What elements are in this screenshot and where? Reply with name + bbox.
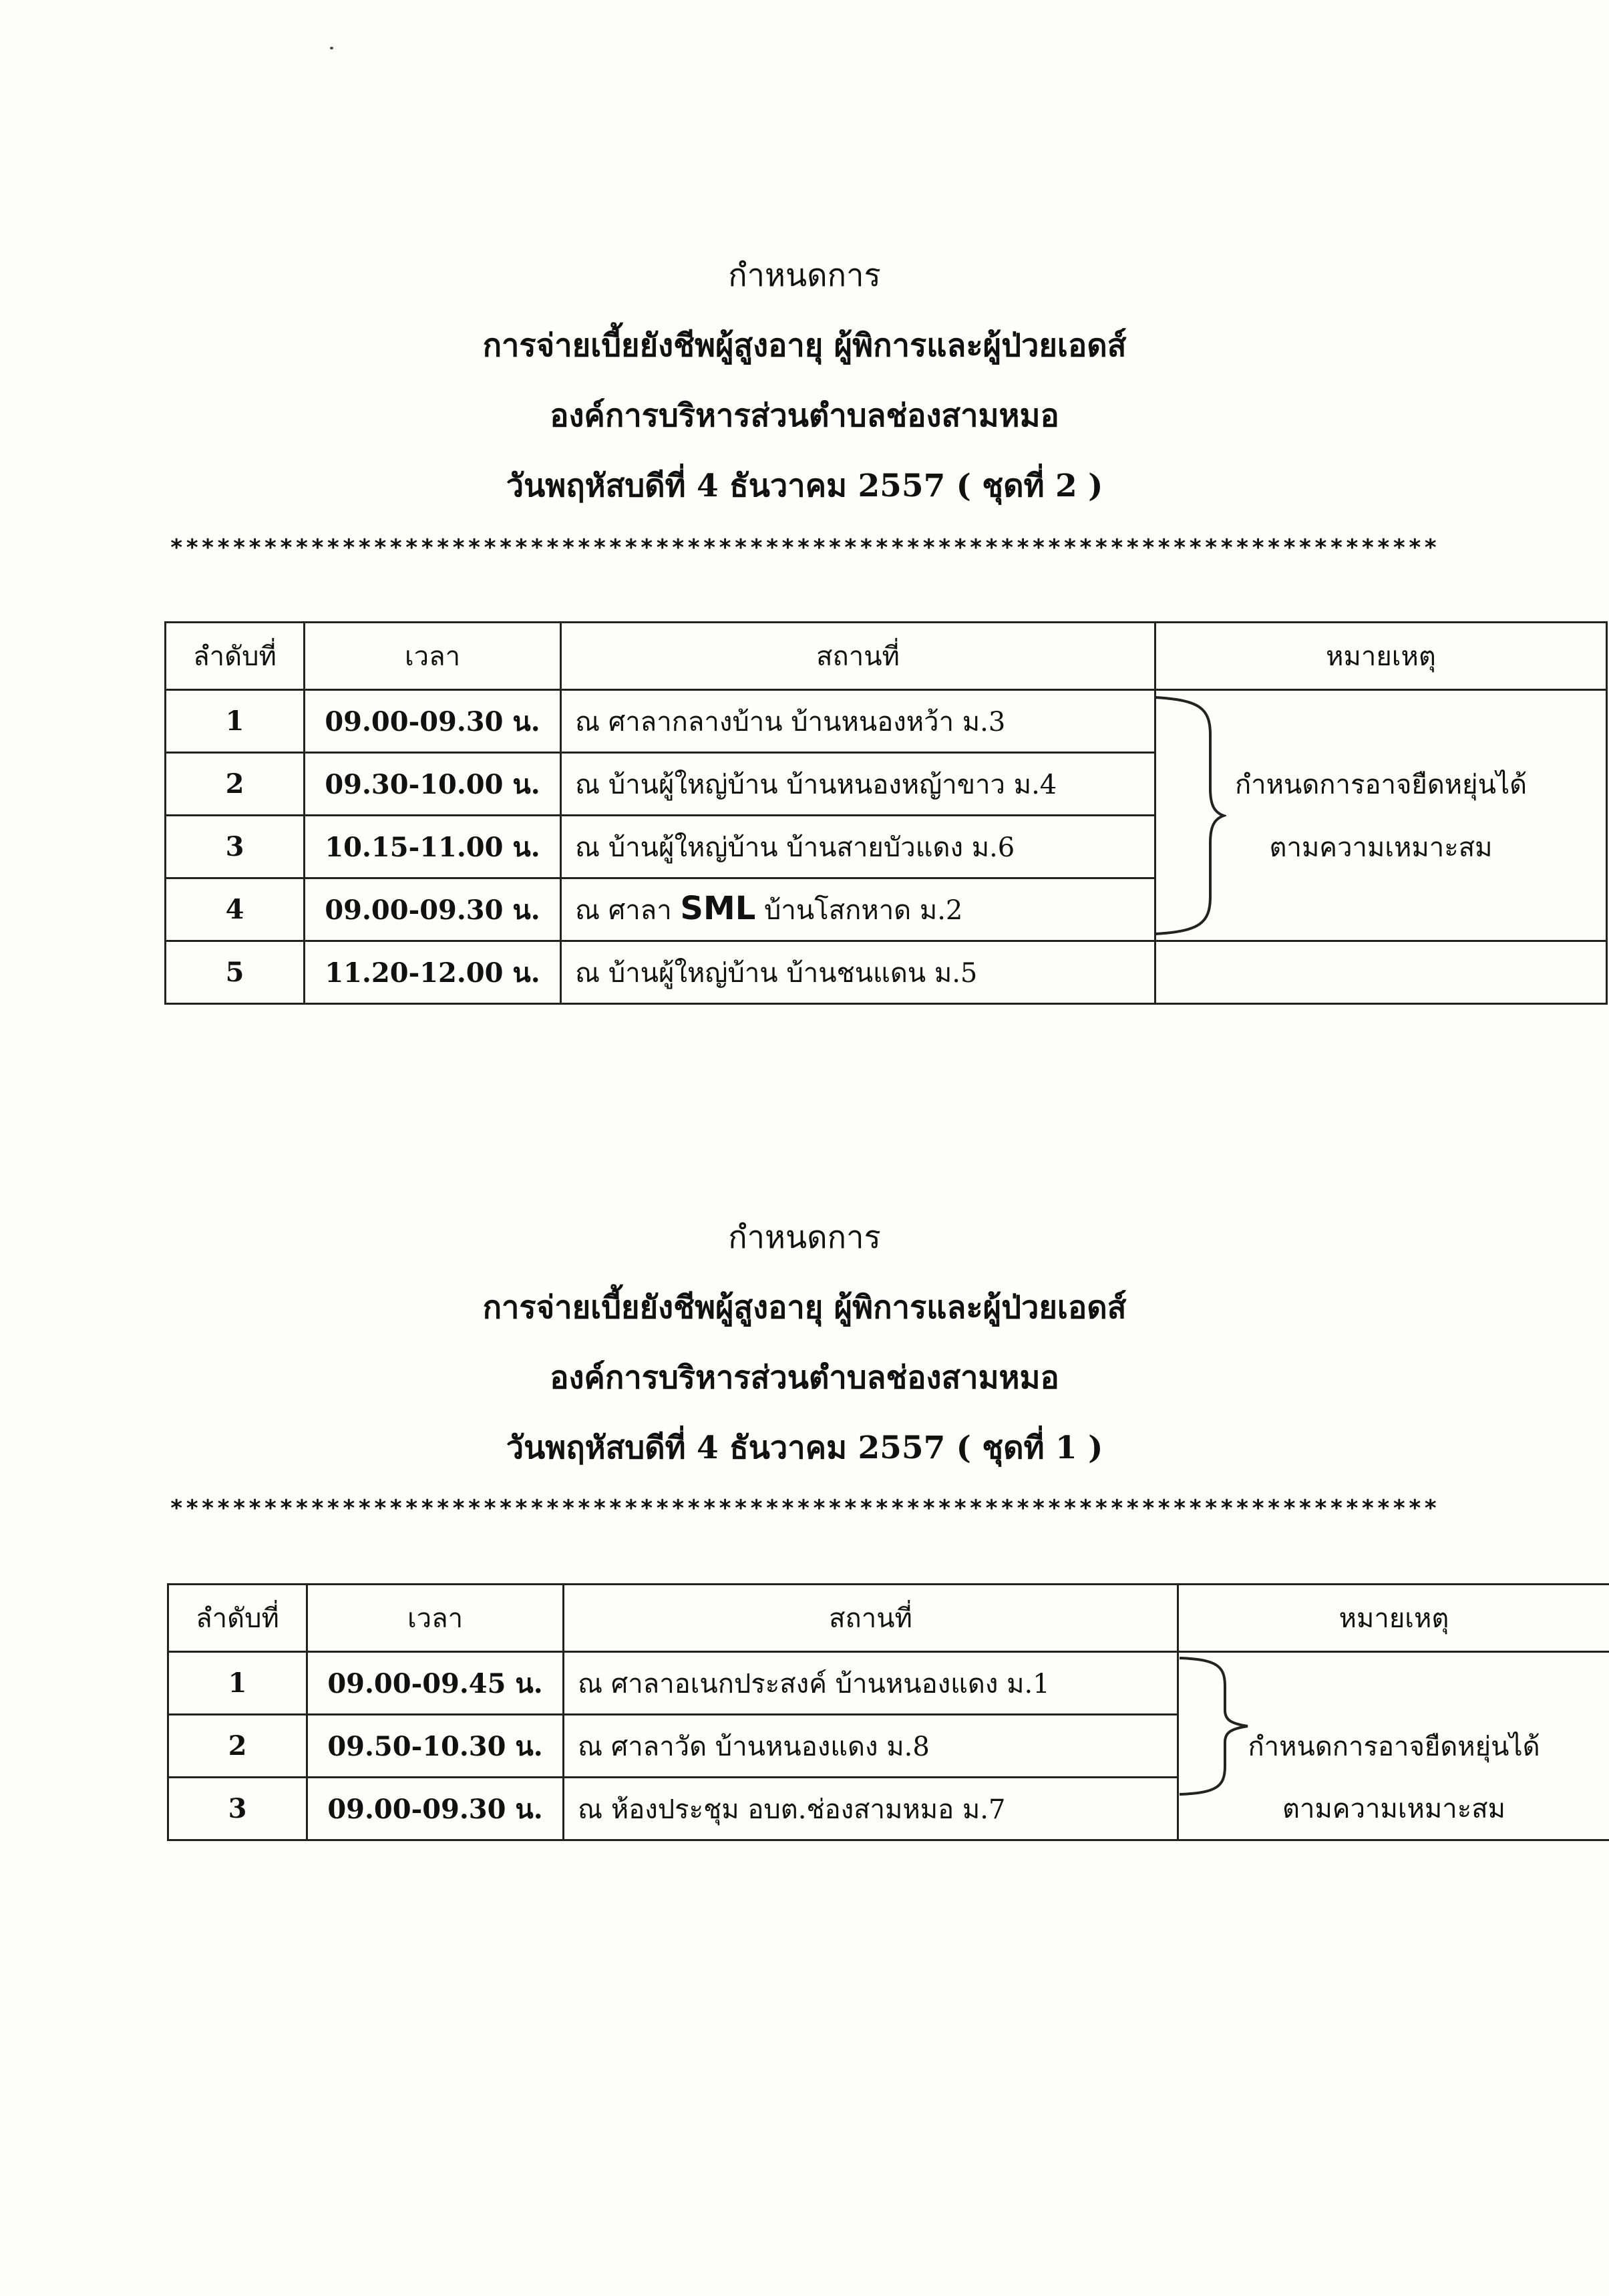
set2-heading-line-4: วันพฤหัสบดีที่ 4 ธันวาคม 2557 ( ชุดที่ 2 ) [506, 468, 1103, 504]
set1-heading [0, 1202, 1609, 1483]
set1-star-divider: ********************************************************************************* [169, 1495, 1440, 1522]
column-header-note: หมายเหตุ [1178, 1585, 1609, 1652]
table-row [168, 1715, 1609, 1778]
row-no: 3 [168, 1778, 307, 1840]
column-header-no: ลำดับที่ [166, 623, 305, 690]
set2-curly-brace-icon [1153, 695, 1226, 937]
set1-heading-line-3: องค์การบริหารส่วนตำบลช่องสามหมอ [550, 1359, 1059, 1396]
row-time: 09.50-10.30 น. [307, 1715, 564, 1778]
set1-heading-line-2: การจ่ายเบี้ยยังชีพผู้สูงอายุ ผู้พิการและผู้ป่วยเอดส์ [482, 1289, 1127, 1326]
row-place: ณ ศาลากลางบ้าน บ้านหนองหว้า ม.3 [561, 690, 1155, 753]
set1-heading-line-4: วันพฤหัสบดีที่ 4 ธันวาคม 2557 ( ชุดที่ 1 ) [506, 1430, 1103, 1466]
row-time: 11.20-12.00 น. [305, 941, 561, 1004]
set2-heading-line-2: การจ่ายเบี้ยยังชีพผู้สูงอายุ ผู้พิการและผู้ป่วยเอดส์ [482, 327, 1127, 364]
place-sml: SML [680, 889, 756, 927]
row-no: 5 [166, 941, 305, 1004]
note-text-line-2: ตามความเหมาะสม [1155, 816, 1607, 878]
table-row [168, 1652, 1609, 1715]
row-no: 2 [168, 1715, 307, 1778]
set2-schedule-table [164, 621, 1608, 1005]
set1-schedule-table [167, 1583, 1609, 1841]
row-time: 10.15-11.00 น. [305, 816, 561, 878]
column-header-time: เวลา [307, 1585, 564, 1652]
row-no: 1 [166, 690, 305, 753]
row-place: ณ ศาลาวัด บ้านหนองแดง ม.8 [564, 1715, 1178, 1778]
table-row [168, 1778, 1609, 1840]
note-text-line-1: กำหนดการอาจยืดหยุ่นได้ [1155, 753, 1607, 816]
row-place [561, 878, 1155, 941]
row-no: 3 [166, 816, 305, 878]
row-time: 09.00-09.45 น. [307, 1652, 564, 1715]
table-row [166, 941, 1607, 1004]
column-header-no: ลำดับที่ [168, 1585, 307, 1652]
row-place: ณ ศาลาอเนกประสงค์ บ้านหนองแดง ม.1 [564, 1652, 1178, 1715]
row-no: 4 [166, 878, 305, 941]
set2-heading [0, 240, 1609, 521]
row-note [1155, 941, 1607, 1004]
table-row [166, 690, 1607, 753]
row-place: ณ บ้านผู้ใหญ่บ้าน บ้านหนองหญ้าขาว ม.4 [561, 753, 1155, 816]
row-time: 09.00-09.30 น. [305, 690, 561, 753]
row-no: 1 [168, 1652, 307, 1715]
row-place: ณ ห้องประชุม อบต.ช่องสามหมอ ม.7 [564, 1778, 1178, 1840]
table-header-row [166, 623, 1607, 690]
set2-star-divider: ********************************************************************************* [169, 534, 1440, 561]
table-row [166, 816, 1607, 878]
row-place: ณ บ้านผู้ใหญ่บ้าน บ้านสายบัวแดง ม.6 [561, 816, 1155, 878]
column-header-time: เวลา [305, 623, 561, 690]
column-header-place: สถานที่ [561, 623, 1155, 690]
row-time: 09.30-10.00 น. [305, 753, 561, 816]
table-row [166, 878, 1607, 941]
table-row [166, 753, 1607, 816]
row-place: ณ บ้านผู้ใหญ่บ้าน บ้านชนแดน ม.5 [561, 941, 1155, 1004]
note-text-line-2: ตามความเหมาะสม [1178, 1778, 1609, 1840]
set2-heading-line-3: องค์การบริหารส่วนตำบลช่องสามหมอ [550, 397, 1059, 434]
column-header-note: หมายเหตุ [1155, 623, 1607, 690]
note-text-line-1: กำหนดการอาจยืดหยุ่นได้ [1178, 1715, 1609, 1778]
row-no: 2 [166, 753, 305, 816]
set1-curly-brace-icon [1177, 1655, 1250, 1797]
row-time: 09.00-09.30 น. [305, 878, 561, 941]
set1-heading-line-1: กำหนดการ [728, 1219, 881, 1256]
place-suffix: บ้านโสกหาด ม.2 [755, 894, 963, 926]
column-header-place: สถานที่ [564, 1585, 1178, 1652]
table-header-row [168, 1585, 1609, 1652]
set2-heading-line-1: กำหนดการ [728, 257, 881, 294]
row-time: 09.00-09.30 น. [307, 1778, 564, 1840]
place-prefix: ณ ศาลา [575, 894, 681, 926]
scan-speck [330, 47, 333, 49]
